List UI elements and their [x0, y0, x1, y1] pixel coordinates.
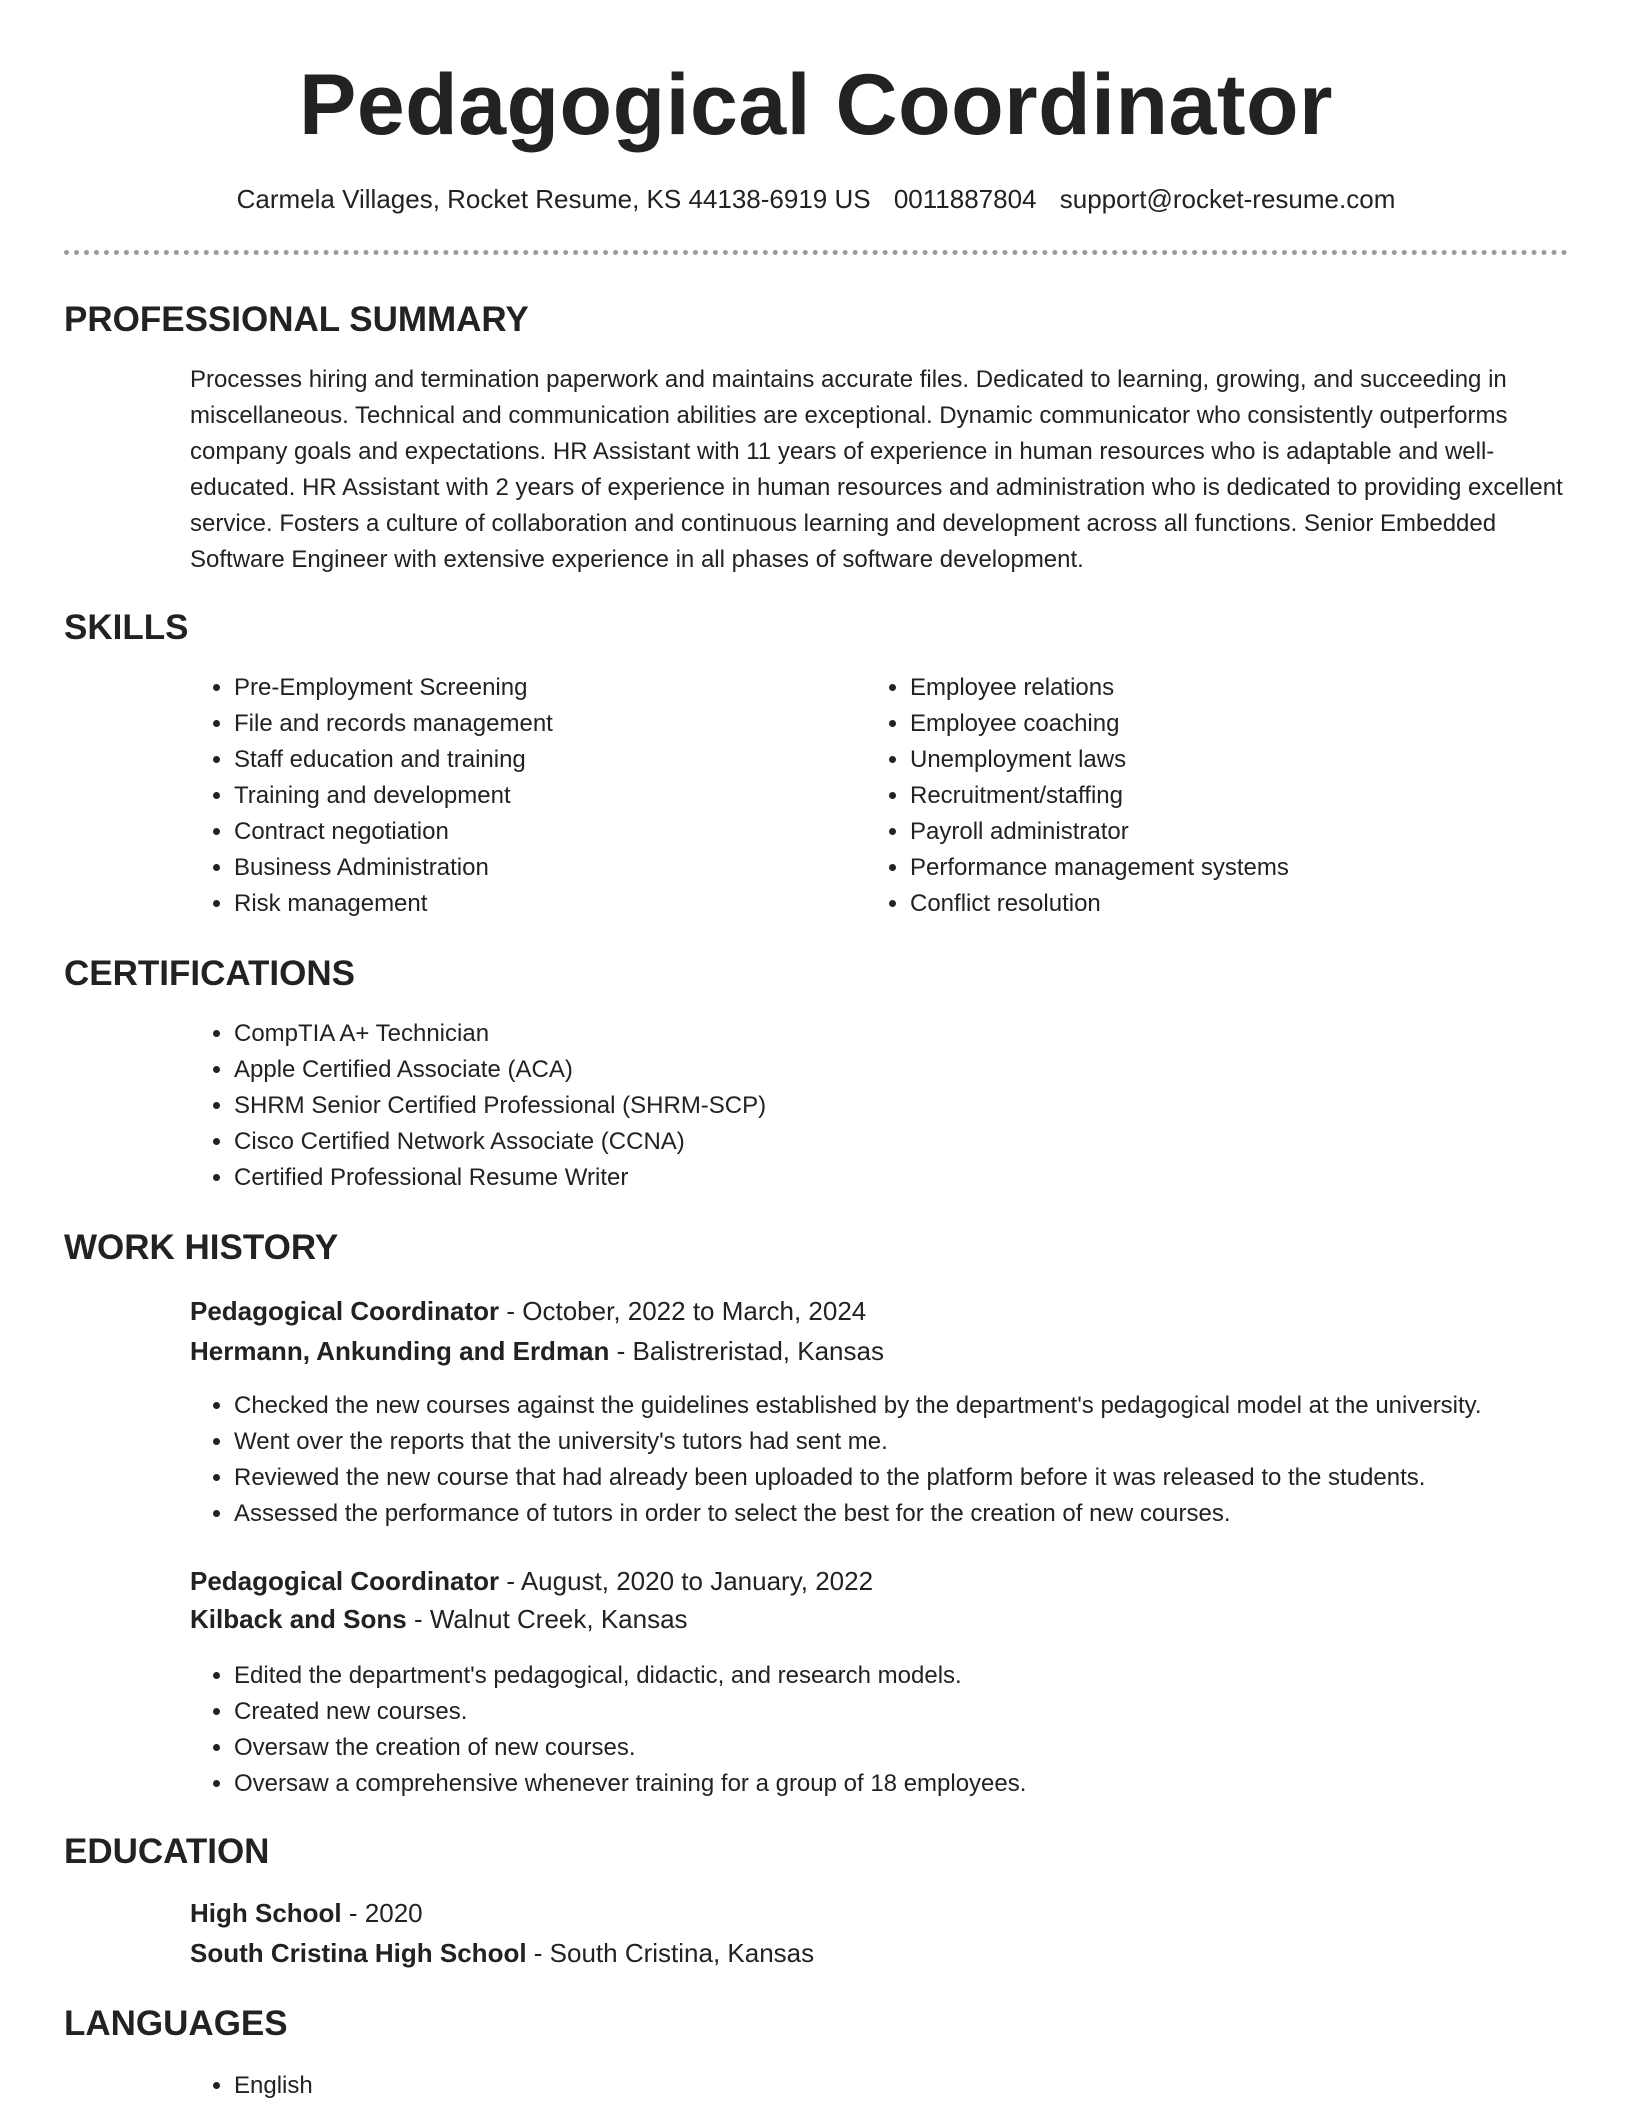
languages-list: [190, 2068, 834, 2104]
job-2-bullets: [190, 1658, 1534, 1802]
job-2-role: Pedagogical Coordinator: [190, 1566, 500, 1596]
summary-text: Processes hiring and termination paperwork and maintains accurate files. Dedicated to learning, growing, and succeeding in miscellaneous. Technical and communication abilities are exceptional. Dynamic communicator who consistently outperforms company goals and expectations. HR Assistant with 11 years of experience in human resources who is adaptable and well-educated. HR Assistant with 2 years of experience in human resources and administration who is dedicated to providing excellent service. Fosters a culture of collaboration and continuous learning and development across all functions. Senior Embedded Software Engineer with extensive experience in all phases of software development.: [190, 366, 1563, 573]
list-item: • Certified Professional Resume Writer: [234, 1160, 1534, 1196]
summary-heading: PROFESSIONAL SUMMARY: [64, 300, 529, 339]
job-1-role: Pedagogical Coordinator: [190, 1296, 500, 1326]
education-degree: High School: [190, 1898, 342, 1928]
list-item: • Unemployment laws: [910, 742, 1570, 778]
email: support@rocket-resume.com: [1059, 184, 1396, 214]
job-2-location: - Walnut Creek, Kansas: [406, 1604, 688, 1634]
list-item: • Pre-Employment Screening: [234, 670, 854, 706]
list-item: • Oversaw a comprehensive whenever training for a group of 18 employees.: [234, 1766, 1534, 1802]
list-item: • Apple Certified Associate (ACA): [234, 1052, 1534, 1088]
list-item: • Reviewed the new course that had already been uploaded to the platform before it was released to the students.: [234, 1460, 1632, 1496]
education-school: South Cristina High School: [190, 1938, 527, 1968]
job-2-title-line: [190, 1562, 873, 1600]
list-item: • Business Administration: [234, 850, 854, 886]
job-2-company-line: [190, 1600, 688, 1638]
job-1-title-line: [190, 1292, 866, 1330]
job-1-company: Hermann, Ankunding and Erdman: [190, 1336, 610, 1366]
list-item: • Training and development: [234, 778, 854, 814]
list-item: • Cisco Certified Network Associate (CCNA): [234, 1124, 1534, 1160]
job-1-dates: - October, 2022 to March, 2024: [499, 1296, 867, 1326]
list-item: • Created new courses.: [234, 1694, 1534, 1730]
education-year: - 2020: [341, 1898, 423, 1928]
list-item: • Contract negotiation: [234, 814, 854, 850]
skills-list-right: [866, 670, 1570, 922]
skills-heading: SKILLS: [64, 608, 189, 647]
header-divider: [64, 250, 1568, 255]
job-1-company-line: [190, 1332, 884, 1370]
list-item: • SHRM Senior Certified Professional (SHRM-SCP): [234, 1088, 1534, 1124]
list-item: • Employee relations: [910, 670, 1570, 706]
skills-list-left: [190, 670, 854, 922]
list-item: • Employee coaching: [910, 706, 1570, 742]
list-item: • Staff education and training: [234, 742, 854, 778]
list-item: • Edited the department's pedagogical, didactic, and research models.: [234, 1658, 1534, 1694]
list-item: • Assessed the performance of tutors in order to select the best for the creation of new courses.: [234, 1496, 1632, 1532]
education-degree-line: [190, 1894, 423, 1932]
education-school-line: [190, 1934, 814, 1972]
list-item: • Conflict resolution: [910, 886, 1570, 922]
list-item: • Performance management systems: [910, 850, 1570, 886]
work-history-heading: WORK HISTORY: [64, 1228, 339, 1267]
list-item: • Oversaw the creation of new courses.: [234, 1730, 1534, 1766]
list-item: • Checked the new courses against the guidelines established by the department's pedagogical model at the university.: [234, 1388, 1632, 1424]
contact-line: [0, 181, 1632, 217]
list-item: • Payroll administrator: [910, 814, 1570, 850]
languages-heading: LANGUAGES: [64, 2004, 288, 2043]
education-heading: EDUCATION: [64, 1832, 270, 1871]
certifications-heading: CERTIFICATIONS: [64, 954, 356, 993]
job-2-company: Kilback and Sons: [190, 1604, 407, 1634]
list-item: • File and records management: [234, 706, 854, 742]
list-item: • Recruitment/staffing: [910, 778, 1570, 814]
job-1-bullets: [190, 1388, 1632, 1532]
list-item: • CompTIA A+ Technician: [234, 1016, 1534, 1052]
job-2-dates: - August, 2020 to January, 2022: [499, 1566, 874, 1596]
address: Carmela Villages, Rocket Resume, KS 44138-6919 US: [236, 184, 871, 214]
phone: 0011887804: [893, 184, 1037, 214]
certifications-list: [190, 1016, 1534, 1196]
job-1-location: - Balistreristad, Kansas: [609, 1336, 884, 1366]
list-item: • Risk management: [234, 886, 854, 922]
list-item: • English: [234, 2068, 834, 2104]
candidate-name: Pedagogical Coordinator: [298, 57, 1334, 153]
education-location: - South Cristina, Kansas: [526, 1938, 815, 1968]
list-item: • Went over the reports that the university's tutors had sent me.: [234, 1424, 1632, 1460]
